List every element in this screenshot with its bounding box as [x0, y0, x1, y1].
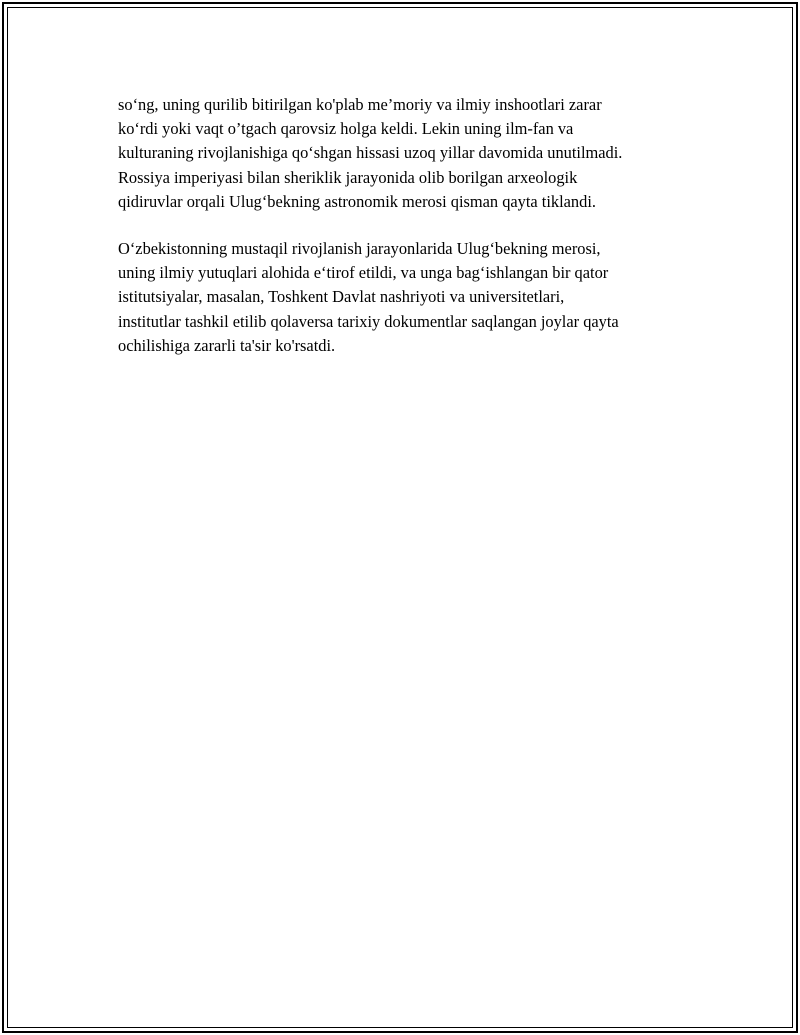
- paragraph-1: [118, 93, 698, 214]
- paragraph-1-line-5: qidiruvlar orqali Ulug‘bekning astronomik merosi qisman qayta tiklandi.: [118, 191, 596, 211]
- paragraph-2-line-3: istitutsiyalar, masalan, Toshkent Davlat nashriyoti va universitetlari,: [118, 287, 565, 307]
- paragraph-2: [118, 237, 698, 358]
- paragraph-2-line-1: O‘zbekistonning mustaqil rivojlanish jarayonlarida Ulug‘bekning merosi,: [118, 239, 601, 258]
- paragraph-1-line-3: kulturaning rivojlanishiga qo‘shgan hissasi uzoq yillar davomida unutilmadi.: [118, 143, 623, 163]
- paragraph-2-line-5: ochilishiga zararli ta'sir ko'rsatdi.: [118, 335, 336, 355]
- paragraph-1-line-1: so‘ng, uning qurilib bitirilgan ko'plab me’moriy va ilmiy inshootlari zarar: [118, 95, 602, 114]
- paragraph-2-line-4: institutlar tashkil etilib qolaversa tarixiy dokumentlar saqlangan joylar qayta: [118, 311, 619, 331]
- paragraph-2-line-2: uning ilmiy yutuqlari alohida e‘tirof etildi, va unga bag‘ishlangan bir qator: [118, 263, 609, 283]
- paragraph-1-line-2: ko‘rdi yoki vaqt o’tgach qarovsiz holga keldi. Lekin uning ilm-fan va: [118, 119, 574, 139]
- paragraph-1-line-4: Rossiya imperiyasi bilan sheriklik jarayonida olib borilgan arxeologik: [118, 167, 578, 187]
